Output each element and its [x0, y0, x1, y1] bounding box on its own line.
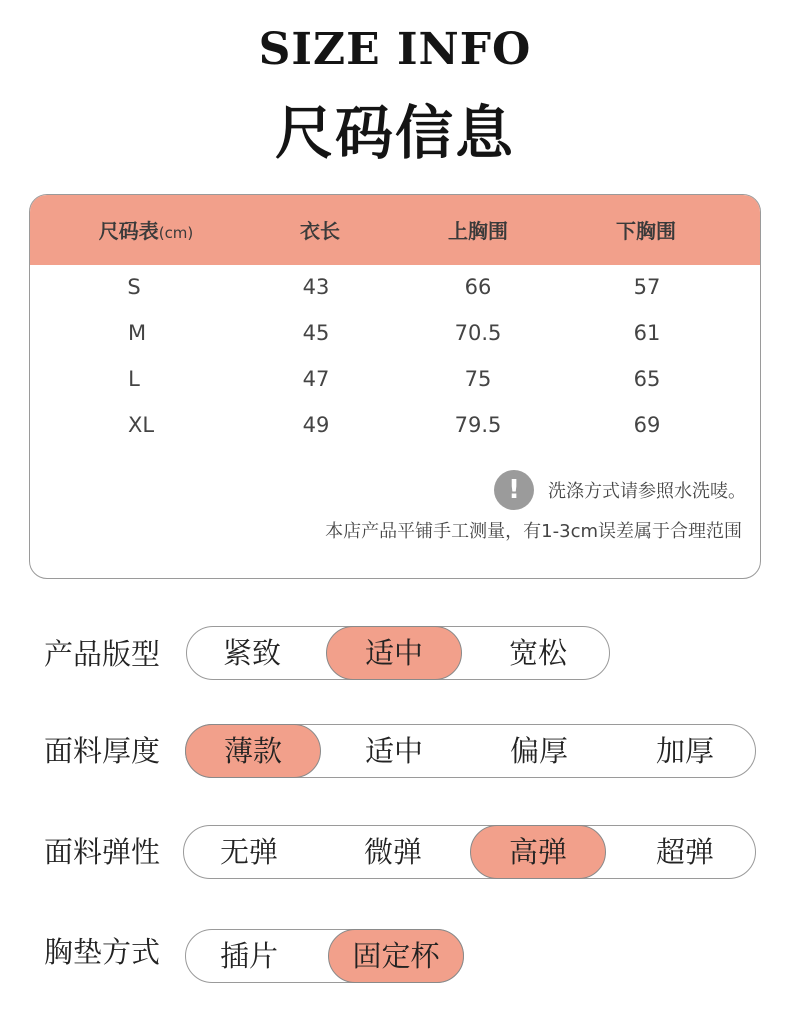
fit-label: 产品版型 [44, 637, 161, 671]
table-cell-lower-bust: 69 [633, 413, 661, 437]
elasticity-label: 面料弹性 [44, 835, 161, 869]
pad-label: 胸垫方式 [44, 935, 161, 969]
exclamation-icon: ! [494, 470, 534, 510]
table-cell-lower-bust: 65 [633, 367, 661, 391]
elasticity-option-super[interactable]: 超弹 [655, 835, 714, 869]
table-cell-length: 47 [302, 367, 330, 391]
measure-note: 本店产品平铺手工测量，有1-3cm误差属于合理范围 [325, 521, 742, 542]
wash-note-text: 洗涤方式请参照水洗唛。 [548, 481, 746, 502]
elasticity-selector [183, 825, 756, 879]
col-size-header: 尺码表(cm) [98, 219, 194, 243]
table-cell-length: 43 [302, 275, 330, 299]
table-cell-upper-bust: 75 [464, 367, 492, 391]
fit-selector [186, 626, 610, 680]
thickness-selector [185, 724, 756, 778]
table-cell-upper-bust: 70.5 [454, 321, 502, 345]
fit-option-regular[interactable]: 适中 [326, 626, 462, 680]
size-table-header [30, 195, 760, 265]
fit-option-loose[interactable]: 宽松 [508, 636, 567, 670]
table-cell-length: 45 [302, 321, 330, 345]
size-table [29, 194, 761, 579]
table-cell-upper-bust: 79.5 [454, 413, 502, 437]
thickness-label: 面料厚度 [44, 734, 161, 768]
pad-selector [185, 929, 464, 983]
elasticity-option-high[interactable]: 高弹 [470, 825, 606, 879]
pad-option-fixed-cup[interactable]: 固定杯 [328, 929, 464, 983]
col-unit-label: (cm) [158, 224, 194, 242]
page-title-en: SIZE INFO [258, 24, 532, 75]
page-title-cn: 尺码信息 [274, 99, 515, 167]
col-lower-bust-header: 下胸围 [616, 219, 676, 243]
table-cell-lower-bust: 61 [633, 321, 661, 345]
pad-option-insert[interactable]: 插片 [219, 939, 278, 973]
table-cell-upper-bust: 66 [464, 275, 492, 299]
elasticity-option-slight[interactable]: 微弹 [363, 835, 422, 869]
col-length-header: 衣长 [300, 219, 340, 243]
table-cell-lower-bust: 57 [633, 275, 661, 299]
col-upper-bust-header: 上胸围 [448, 219, 508, 243]
elasticity-option-none[interactable]: 无弹 [219, 835, 278, 869]
thickness-option-medium[interactable]: 适中 [364, 734, 423, 768]
fit-option-tight[interactable]: 紧致 [222, 636, 281, 670]
table-cell-length: 49 [302, 413, 330, 437]
table-cell-size: S [127, 275, 141, 299]
table-cell-size: L [128, 367, 140, 391]
thickness-option-extra-thick[interactable]: 加厚 [655, 734, 714, 768]
wash-note [494, 470, 746, 510]
table-cell-size: XL [127, 413, 155, 437]
thickness-option-thick[interactable]: 偏厚 [509, 734, 568, 768]
table-cell-size: M [127, 321, 147, 345]
thickness-option-thin[interactable]: 薄款 [185, 724, 321, 778]
